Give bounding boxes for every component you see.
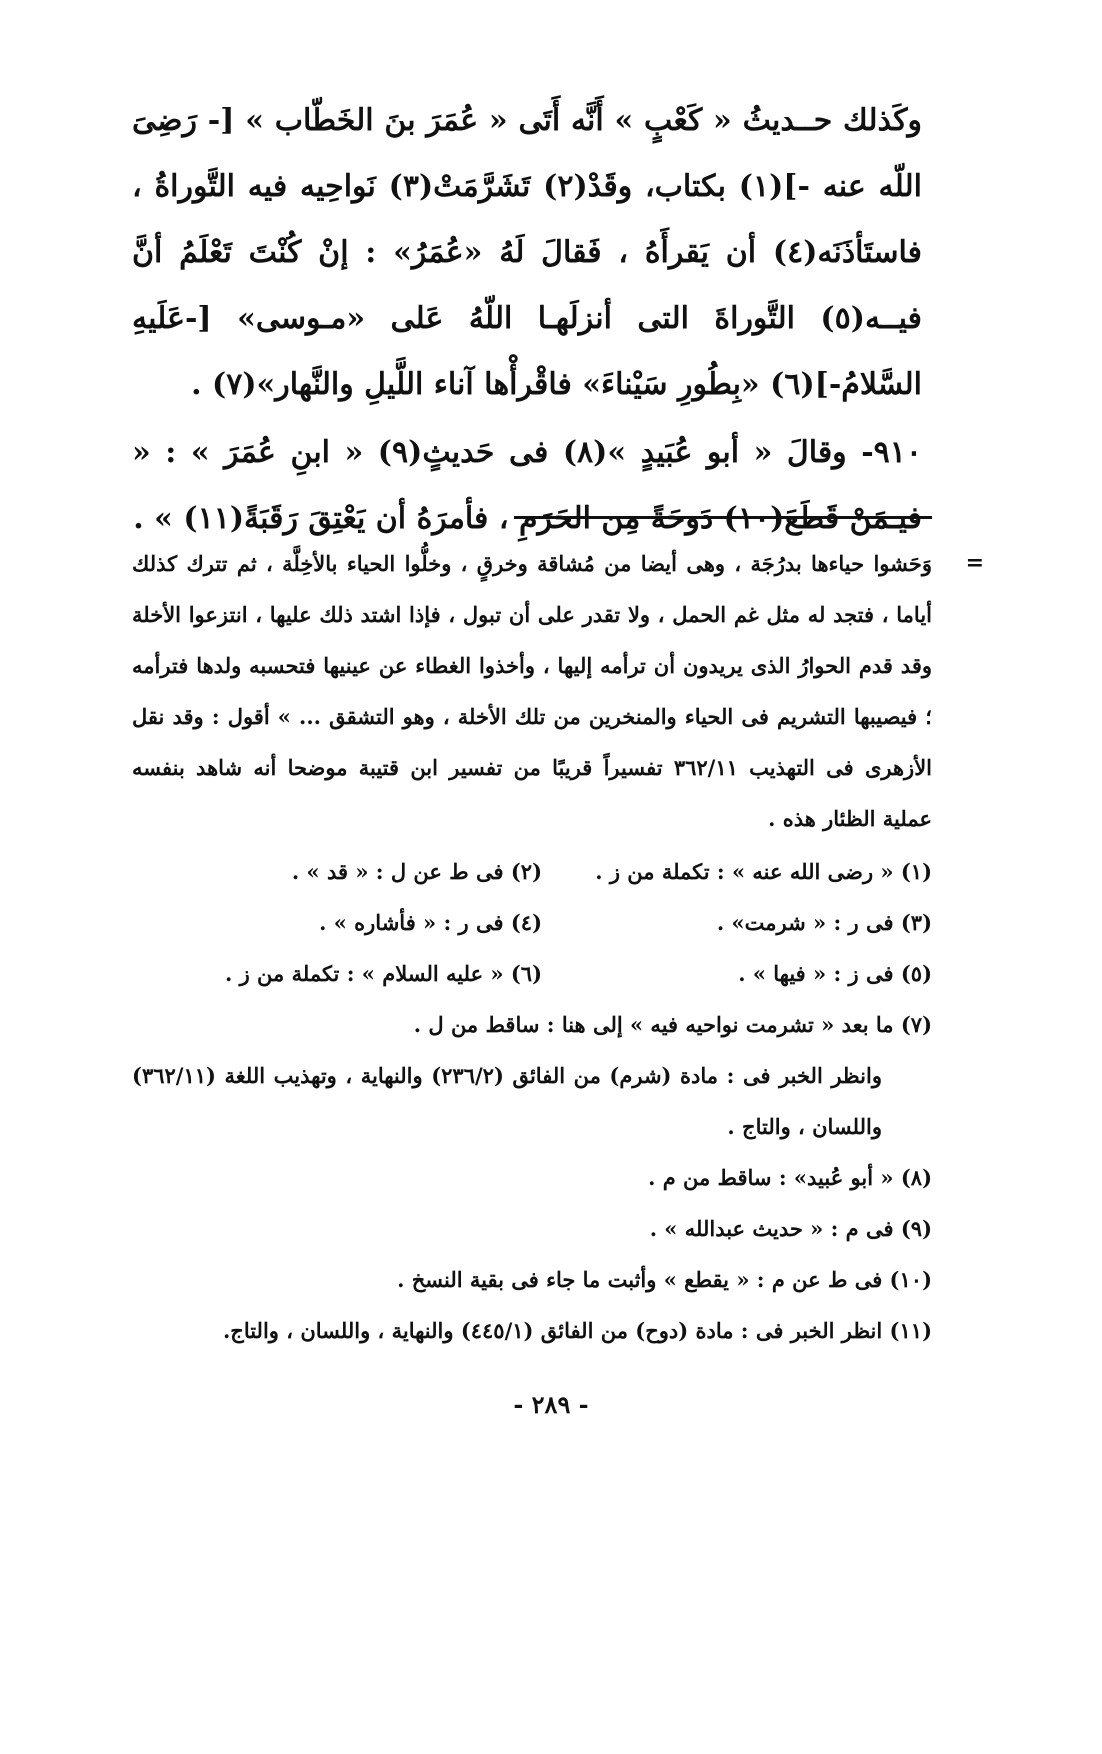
footnote-separator [514, 516, 932, 519]
footnote-5: (٥) فى ز : « فيها » . [738, 961, 932, 986]
paragraph-910: ٩١٠- وقالَ « أبو عُبَيدٍ »(٨) فى حَديثٍ(٩) « ابنِ عُمَرَ » : « فيـمَنْ قَطَعَ(١٠) دَوحَةً مِن الحَرَمِ ، فأمرَهُ أن يَعْتِقَ رَقَبَةً(١١) » . [132, 435, 922, 536]
footnote-row [132, 948, 932, 999]
footnote-7-reference: وانظر الخبر فى : مادة (شرم) من الفائق (٢٣٦/٢) والنهاية ، وتهذيب اللغة (٣٦٢/١١) واللسان ، والتاج . [132, 1063, 882, 1139]
footnote-row [132, 897, 932, 948]
footnotes [132, 846, 932, 1356]
continuation-marker: = [965, 550, 984, 576]
footnote-1: (١) « رضى الله عنه » : تكملة من ز . [595, 859, 932, 884]
footnote-6: (٦) « عليه السلام » : تكملة من ز . [224, 961, 542, 986]
main-text [132, 88, 922, 552]
paragraph-kaab-hadith: وكَذلك حــديثُ « كَعْبٍ » أَنَّه أَتَى « عُمَرَ بنَ الخَطّاب » [- رَضِىَ اللّه عنه -](١) بكتاب، وقَدْ(٢) تَشَرَّمَتْ(٣) نَواحِيه فيه التَّوراةُ ، فاستَأذَنَه(٤) أن يَقرأَهُ ، فَقالَ لَهُ «عُمَرُ» : إنْ كُنْتَ تَعْلَمُ أنَّ فيــه(٥) التَّوراةَ التى أنزلَهـا اللّهُ عَلى «مـوسى» [-عَلَيهِ السَّلامُ-](٦) «بِطُورِ سَيْناءَ» فاقْرأْها آناء اللَّيلِ والنَّهار»(٧) . [132, 103, 923, 402]
footnote-11: (١١) انظر الخبر فى : مادة (دوح) من الفائق (٤٤٥/١) والنهاية ، واللسان ، والتاج. [222, 1318, 932, 1343]
footnote-9: (٩) فى م : « حديث عبدالله » . [649, 1216, 932, 1241]
continuation-text: وَحَشوا حياءها بدرُجَة ، وهى أيضا من مُشاقة وخرقٍ ، وخلُّوا الحياء بالأخِلَّة ، ثم تترك كذلك أياما ، فتجد له مثل غم الحمل ، ولا تقدر على أن تبول ، فإذا اشتد ذلك عليها ، انتزعوا الأخلة وقد قدم الحوارُ الذى يريدون أن ترأمه إليها ، وأخذوا الغطاء عن عينيها فتحسبه ولدها فترأمه ؛ فيصيبها التشريم فى الحياء والمنخرين من تلك الأخلة ، وهو التشقق ... » أقول : وقد نقل الأزهرى فى التهذيب ٣٦٢/١١ تفسيراً قريبًا من تفسير ابن قتيبة موضحا أنه شاهد بنفسه عملية الظئار هذه . [132, 551, 933, 831]
footnote-10: (١٠) فى ط عن م : « يقطع » وأثبت ما جاء فى بقية النسخ . [397, 1267, 932, 1292]
footnote-7: (٧) ما بعد « تشرمت نواحيه فيه » إلى هنا : ساقط من ل . [413, 1012, 932, 1037]
footnote-continuation [132, 538, 984, 844]
footnote-4: (٤) فى ر : « فأشاره » . [319, 910, 542, 935]
page-number: - ٢٨٩ - [513, 1390, 589, 1419]
footnote-2: (٢) فى ط عن ل : « قد » . [291, 859, 542, 884]
footnote-row [132, 846, 932, 897]
footnote-8: (٨) « أبو عُبيد» : ساقط من م . [648, 1165, 932, 1190]
footnote-3: (٣) فى ر : « شرمت» . [716, 910, 932, 935]
